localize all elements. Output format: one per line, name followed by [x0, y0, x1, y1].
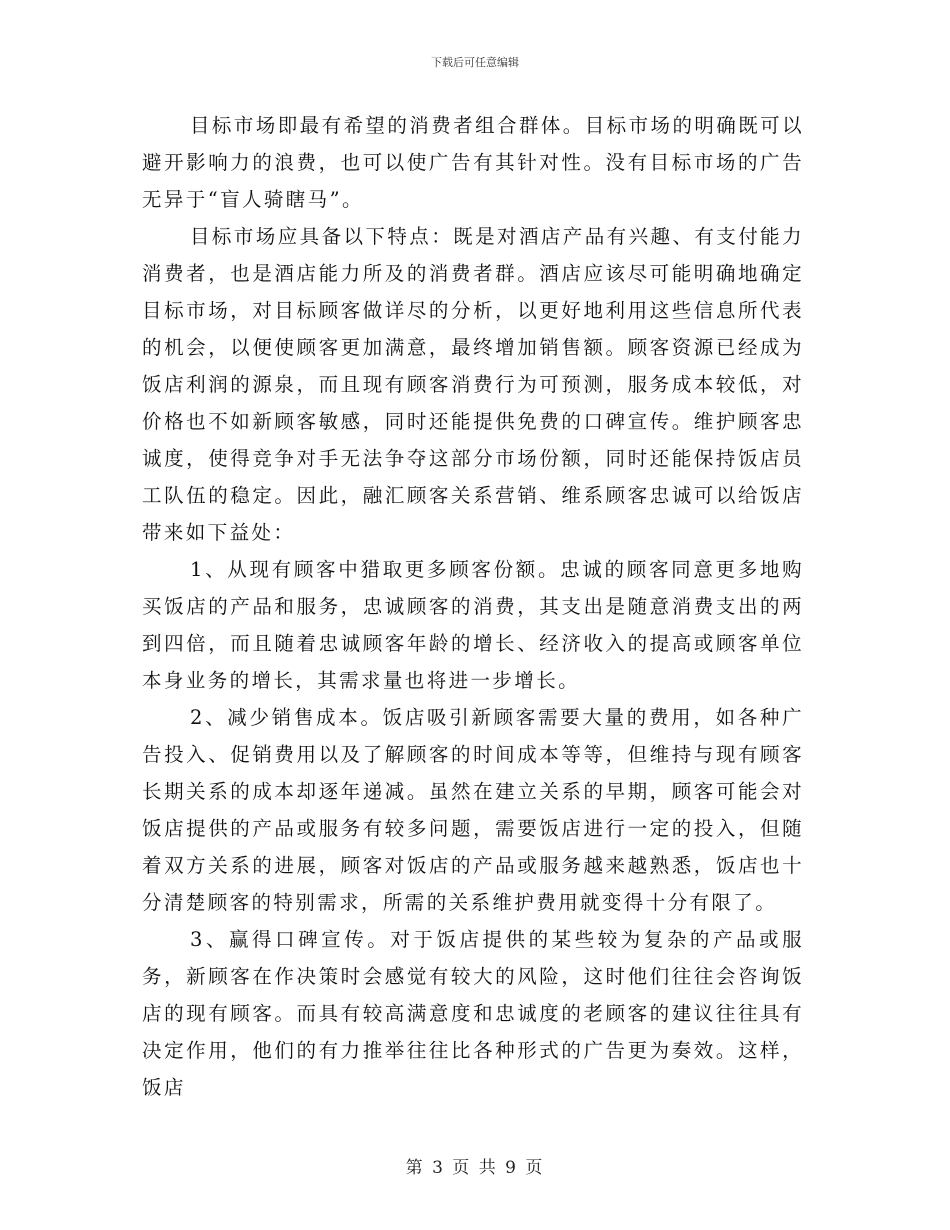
document-body [142, 107, 804, 1106]
page-number-footer: 第 3 页 共 9 页 [405, 1158, 545, 1178]
paragraph-target-market-definition: 目标市场即最有希望的消费者组合群体。目标市场的明确既可以避开影响力的浪费，也可以使广告有其针对性。没有目标市场的广告无异于“盲人骑瞎马”。 [142, 114, 804, 211]
paragraph-target-market-features: 目标市场应具备以下特点：既是对酒店产品有兴趣、有支付能力消费者，也是酒店能力所及的消费者群。酒店应该尽可能明确地确定目标市场，对目标顾客做详尽的分析，以更好地利用这些信息所代表的机会，以便使顾客更加满意，最终增加销售额。顾客资源已经成为饭店利润的源泉，而且现有顾客消费行为可预测，服务成本较低，对价格也不如新顾客敏感，同时还能提供免费的口碑宣传。维护顾客忠诚度，使得竞争对手无法争夺这部分市场份额，同时还能保持饭店员工队伍的稳定。因此，融汇顾客关系营销、维系顾客忠诚可以给饭店带来如下益处： [142, 225, 804, 544]
paragraph-benefit-3: 3、赢得口碑宣传。对于饭店提供的某些较为复杂的产品或服务，新顾客在作决策时会感觉有较大的风险，这时他们往往会咨询饭店的现有顾客。而具有较高满意度和忠诚度的老顾客的建议往往具有决定作用，他们的有力推举往往比各种形式的广告更为奏效。这样，饭店 [142, 928, 804, 1099]
paragraph-benefit-1: 1、从现有顾客中猎取更多顾客份额。忠诚的顾客同意更多地购买饭店的产品和服务，忠诚顾客的消费，其支出是随意消费支出的两到四倍，而且随着忠诚顾客年龄的增长、经济收入的提高或顾客单位本身业务的增长，其需求量也将进一步增长。 [142, 558, 804, 692]
paragraph-benefit-2: 2、减少销售成本。饭店吸引新顾客需要大量的费用，如各种广告投入、促销费用以及了解顾客的时间成本等等，但维持与现有顾客长期关系的成本却逐年递减。虽然在建立关系的早期，顾客可能会对饭店提供的产品或服务有较多问题，需要饭店进行一定的投入，但随着双方关系的进展，顾客对饭店的产品或服务越来越熟悉，饭店也十分清楚顾客的特别需求，所需的关系维护费用就变得十分有限了。 [142, 706, 804, 914]
page-header: 下载后可任意编辑 [431, 56, 519, 69]
